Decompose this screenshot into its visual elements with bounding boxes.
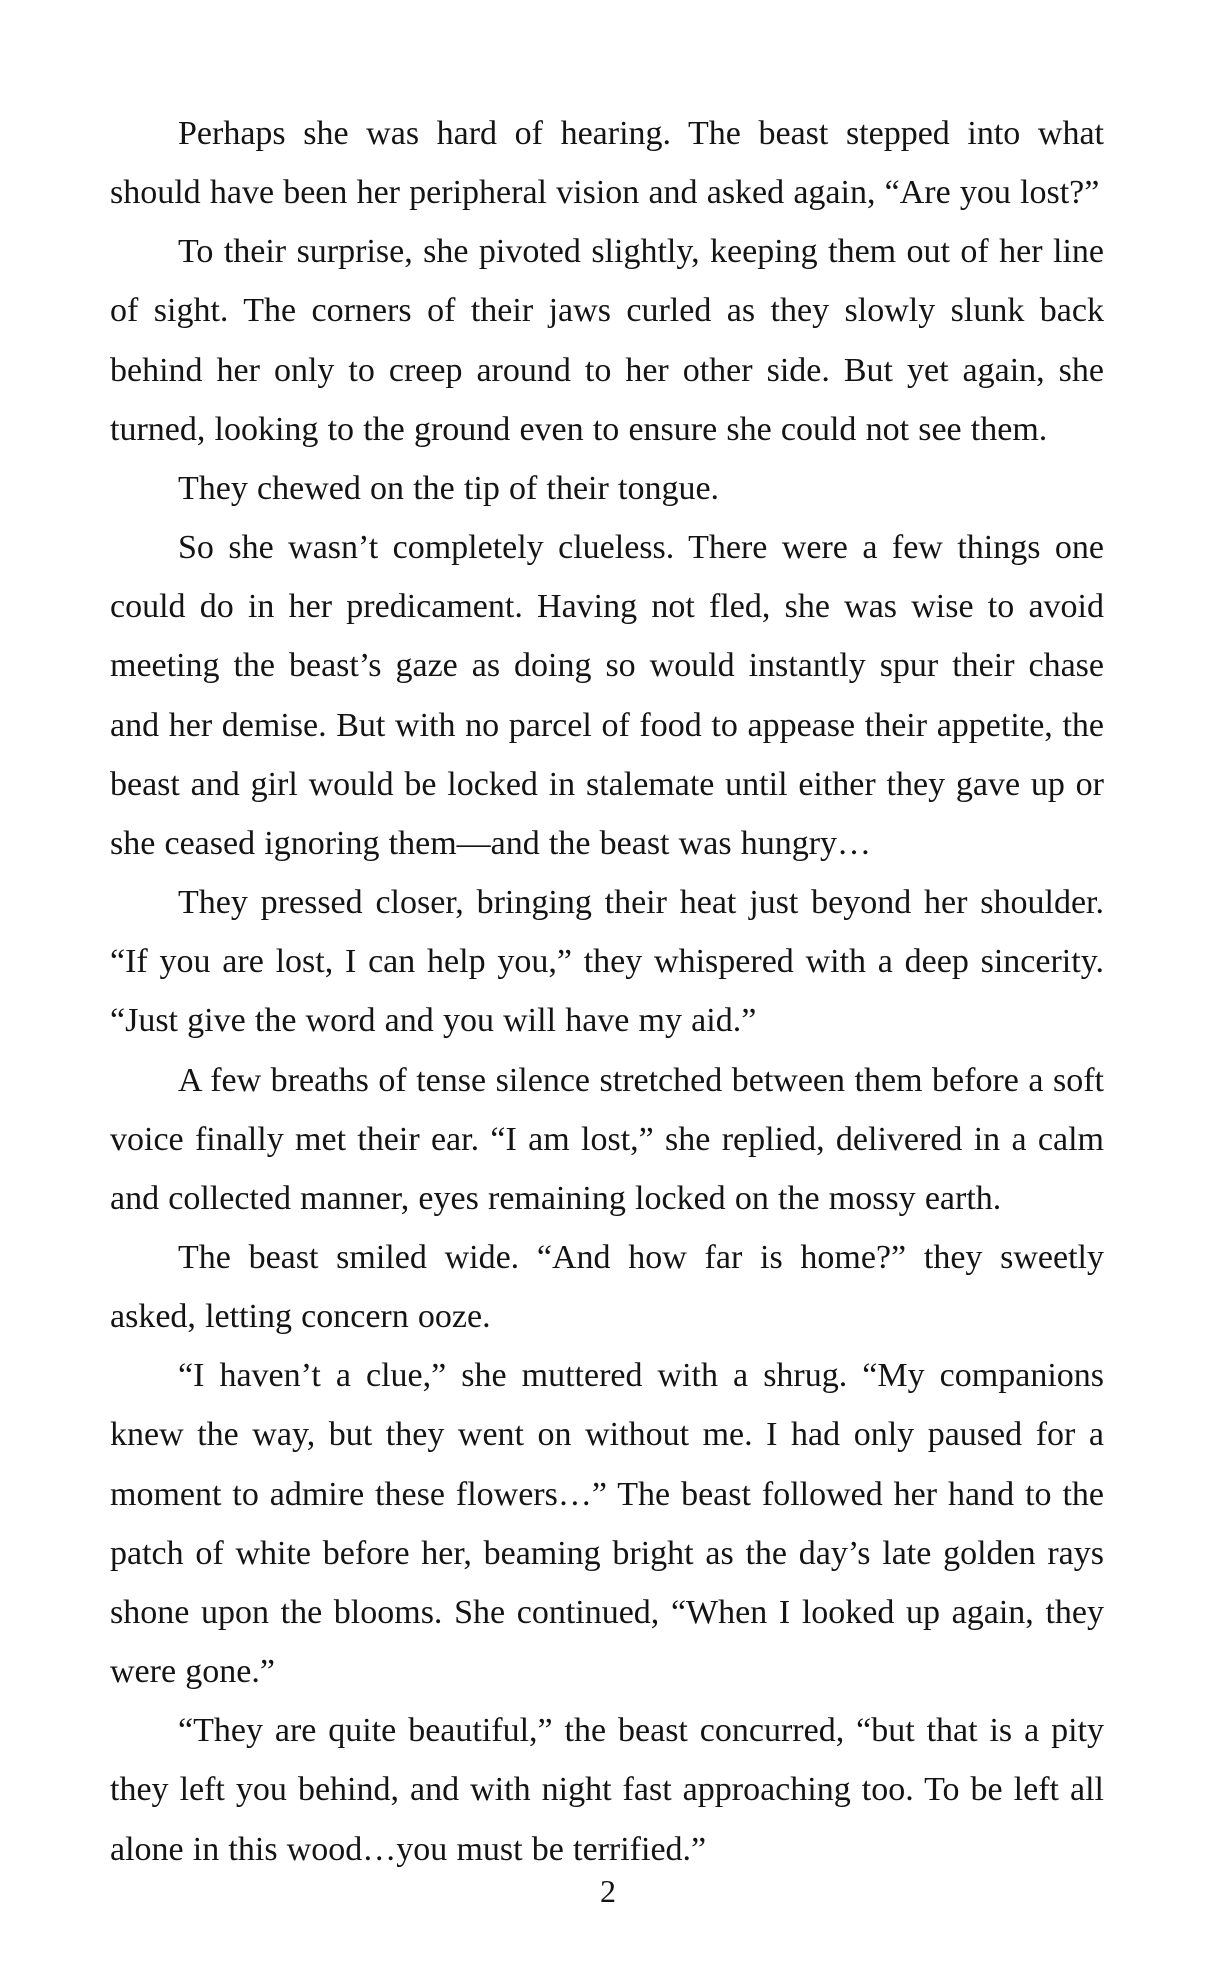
paragraph: A few breaths of tense silence stretched between them before a soft voice finally met their ear. “I am lost,” she replied, delivered in a calm and collected manner, eyes remaining locked on the mossy earth. — [110, 1061, 1104, 1217]
paragraph: To their surprise, she pivoted slightly, keeping them out of her line of sight. The corners of their jaws curled as they slowly slunk back behind her only to creep around to her other side. But yet again, she turned, looking to the ground even to ensure she could not see them. — [110, 233, 1104, 448]
paragraph: They chewed on the tip of their tongue. — [178, 469, 720, 507]
paragraph: Perhaps she was hard of hearing. The beast stepped into what should have been her peripheral vision and asked again, “Are you lost?” — [110, 115, 1104, 212]
page-number: 2 — [600, 1873, 616, 1910]
paragraph: “They are quite beautiful,” the beast concurred, “but that is a pity they left you behind, and with night fast approaching too. To be left all alone in this wood…you must be terrified.” — [110, 1712, 1104, 1868]
paragraph: They pressed closer, bringing their heat just beyond her shoulder. “If you are lost, I can help you,” they whispered with a deep sincerity. “Just give the word and you will have my aid.” — [110, 884, 1104, 1040]
paragraph: “I haven’t a clue,” she muttered with a shrug. “My companions knew the way, but they went on without me. I had only paused for a moment to admire these flowers…” The beast followed her hand to the patch of white before her, beaming bright as the day’s late golden rays shone upon the blooms. She continued, “When I looked up again, they were gone.” — [110, 1357, 1104, 1691]
paragraph: So she wasn’t completely clueless. There were a few things one could do in her predicament. Having not fled, she was wise to avoid meeting the beast’s gaze as doing so would instantly spur their chase and her demise. But with no parcel of food to appease their appetite, the beast and girl would be locked in stalemate until either they gave up or she ceased ignoring them—and the beast was hungry… — [110, 529, 1104, 862]
paragraph: The beast smiled wide. “And how far is home?” they sweetly asked, letting concern ooze. — [110, 1238, 1104, 1336]
